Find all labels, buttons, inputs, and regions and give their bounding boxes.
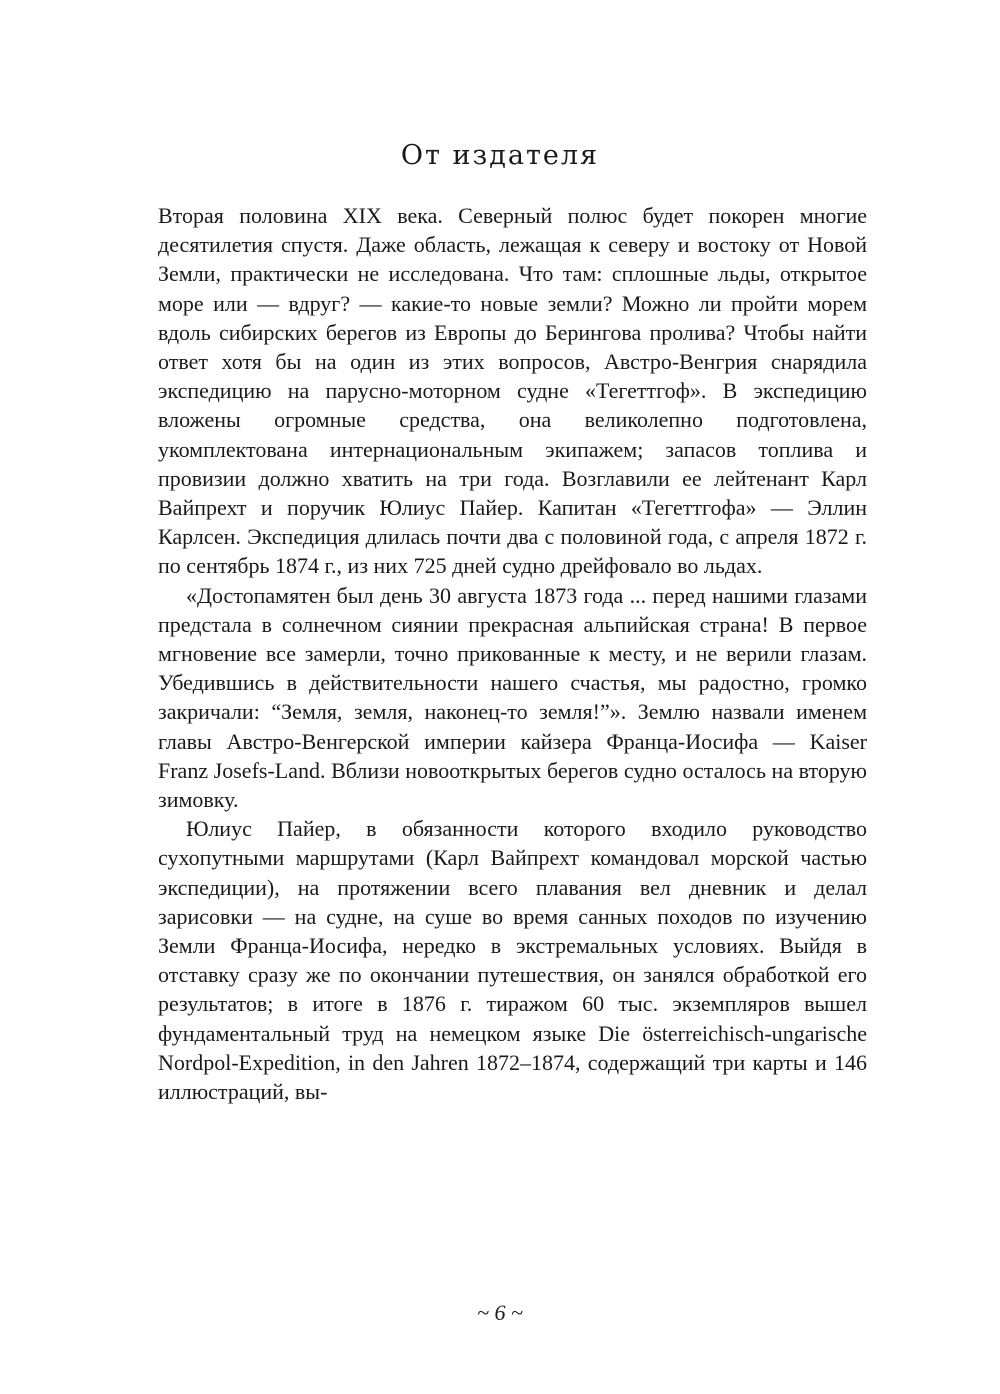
paragraph-1: Вторая половина XIX века. Северный полюс будет покорен многие десятилетия спустя. Даже область, лежащая к северу и востоку от Новой Земли, практически не исследована. Что там: сплошные льды, открытое море или — вдруг? — какие-то новые земли? Можно ли пройти морем вдоль сибирских берегов из Европы до Берингова пролива? Чтобы найти ответ хотя бы на один из этих вопросов, Австро-Венгрия снарядила экспедицию на парусно-моторном судне «Тегеттгоф». В экспедицию вложены огромные средства, она великолепно подготовлена, укомплектована интернациональным экипажем; запасов топлива и провизии должно хватить на три года. Возглавили ее лейтенант Карл Вайпрехт и поручик Юлиус Пайер. Капитан «Тегеттгофа» — Эллин Карлсен. Экспедиция длилась почти два с половиной года, с апреля 1872 г. по сентябрь 1874 г., из них 725 дней судно дрейфовало во льдах. xyxy=(158,203,867,579)
body-text xyxy=(158,201,867,1106)
page-number: ~ 6 ~ xyxy=(477,1300,523,1325)
paragraph-3: Юлиус Пайер, в обязанности которого входило руководство сухопутными маршрутами (Карл Вайпрехт командовал морской частью экспедиции), на протяжении всего плавания вел дневник и делал зарисовки — на судне, на суше во время санных походов по изучению Земли Франца-Иосифа, нередко в экстремальных условиях. Выйдя в отставку сразу же по окончании путешествия, он занялся обработкой его результатов; в итоге в 1876 г. тиражом 60 тыс. экземпляров вышел фундаментальный труд на немецком языке Die österreichisch-ungarische Nordpol-Expedition, in den Jahren 1872–1874, содержащий три карты и 146 иллюстраций, вы- xyxy=(158,816,867,1105)
paragraph-2: «Достопамятен был день 30 августа 1873 года ... перед нашими глазами предстала в солнечном сиянии прекрасная альпийская страна! В первое мгновение все замерли, точно прикованные к месту, и не верили глазам. Убедившись в действительности нашего счастья, мы радостно, громко закричали: “Земля, земля, наконец-то земля!”». Землю назвали именем главы Австро-Венгерской империи кайзера Франца-Иосифа — Kaiser Franz Josefs-Land. Вблизи новооткрытых берегов судно осталось на вторую зимовку. xyxy=(158,582,867,813)
page-title: От издателя xyxy=(400,140,600,171)
